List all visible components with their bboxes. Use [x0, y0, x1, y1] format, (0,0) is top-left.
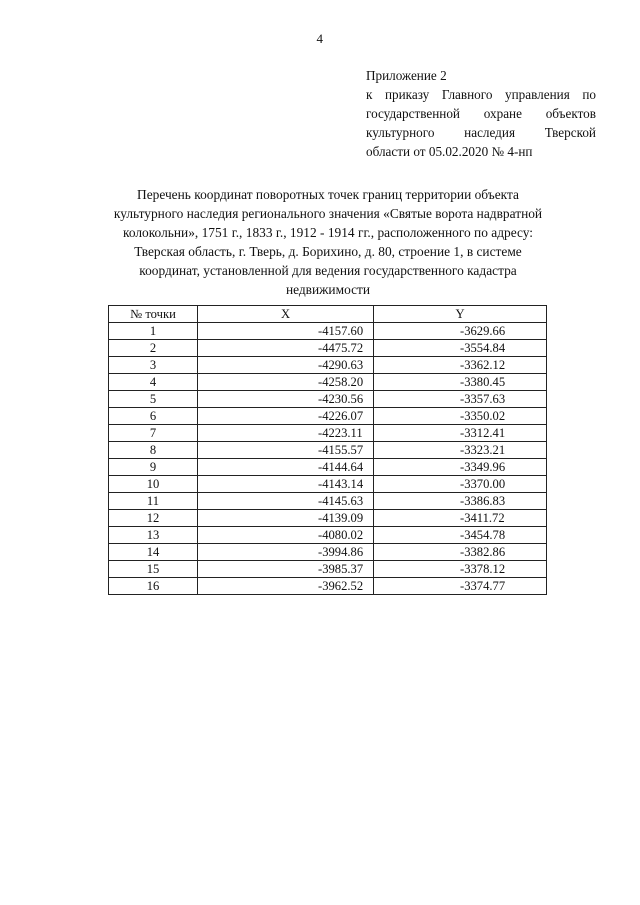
document-heading [92, 185, 564, 299]
cell-point-number: 3 [109, 357, 198, 374]
table-row [109, 493, 547, 510]
cell-x: -4080.02 [198, 527, 374, 544]
cell-y: -3323.21 [374, 442, 547, 459]
cell-y: -3357.63 [374, 391, 547, 408]
cell-y: -3454.78 [374, 527, 547, 544]
table-row [109, 459, 547, 476]
cell-y: -3349.96 [374, 459, 547, 476]
column-header-point: № точки [109, 306, 198, 323]
cell-point-number: 2 [109, 340, 198, 357]
table-body [109, 323, 547, 595]
cell-x: -4143.14 [198, 476, 374, 493]
cell-point-number: 14 [109, 544, 198, 561]
table-row [109, 578, 547, 595]
cell-y: -3374.77 [374, 578, 547, 595]
cell-y: -3362.12 [374, 357, 547, 374]
table-row [109, 391, 547, 408]
table-row [109, 425, 547, 442]
heading-line: Перечень координат поворотных точек границ территории объекта [137, 187, 519, 202]
cell-point-number: 6 [109, 408, 198, 425]
table-row [109, 408, 547, 425]
appendix-line: культурного наследия Тверской [366, 125, 596, 140]
cell-x: -4155.57 [198, 442, 374, 459]
cell-point-number: 13 [109, 527, 198, 544]
coordinates-table [108, 305, 547, 595]
cell-y: -3370.00 [374, 476, 547, 493]
column-header-y: Y [374, 306, 547, 323]
cell-x: -3994.86 [198, 544, 374, 561]
cell-point-number: 8 [109, 442, 198, 459]
table-header-row [109, 306, 547, 323]
cell-y: -3380.45 [374, 374, 547, 391]
cell-x: -4475.72 [198, 340, 374, 357]
heading-line: колокольни», 1751 г., 1833 г., 1912 - 1914 гг., расположенного по адресу: [123, 225, 533, 240]
appendix-line: к приказу Главного управления по [366, 87, 596, 102]
cell-point-number: 10 [109, 476, 198, 493]
table-row [109, 476, 547, 493]
cell-x: -4145.63 [198, 493, 374, 510]
table-row [109, 340, 547, 357]
table-row [109, 357, 547, 374]
table-row [109, 510, 547, 527]
cell-point-number: 12 [109, 510, 198, 527]
table-row [109, 527, 547, 544]
cell-point-number: 7 [109, 425, 198, 442]
cell-point-number: 9 [109, 459, 198, 476]
table-row [109, 544, 547, 561]
cell-y: -3382.86 [374, 544, 547, 561]
cell-x: -4223.11 [198, 425, 374, 442]
appendix-line: области от 05.02.2020 № 4-нп [366, 144, 533, 159]
heading-line: культурного наследия регионального значения «Святые ворота надвратной [113, 206, 543, 221]
cell-point-number: 16 [109, 578, 198, 595]
cell-y: -3350.02 [374, 408, 547, 425]
cell-point-number: 4 [109, 374, 198, 391]
cell-x: -4226.07 [198, 408, 374, 425]
cell-x: -3985.37 [198, 561, 374, 578]
column-header-x: X [198, 306, 374, 323]
cell-point-number: 11 [109, 493, 198, 510]
heading-line: координат, установленной для ведения государственного кадастра [139, 263, 517, 278]
table-row [109, 374, 547, 391]
cell-x: -3962.52 [198, 578, 374, 595]
cell-x: -4258.20 [198, 374, 374, 391]
appendix-line: Приложение 2 [366, 68, 447, 83]
cell-x: -4144.64 [198, 459, 374, 476]
cell-y: -3554.84 [374, 340, 547, 357]
heading-line: недвижимости [285, 282, 371, 297]
appendix-reference [366, 66, 596, 161]
cell-x: -4157.60 [198, 323, 374, 340]
cell-x: -4290.63 [198, 357, 374, 374]
cell-point-number: 1 [109, 323, 198, 340]
cell-x: -4139.09 [198, 510, 374, 527]
table-row [109, 323, 547, 340]
cell-point-number: 15 [109, 561, 198, 578]
page-number: 4 [316, 31, 324, 46]
cell-x: -4230.56 [198, 391, 374, 408]
cell-y: -3629.66 [374, 323, 547, 340]
table-row [109, 442, 547, 459]
table-row [109, 561, 547, 578]
cell-point-number: 5 [109, 391, 198, 408]
heading-line: Тверская область, г. Тверь, д. Борихино, д. 80, строение 1, в системе [134, 244, 522, 259]
cell-y: -3411.72 [374, 510, 547, 527]
cell-y: -3386.83 [374, 493, 547, 510]
cell-y: -3378.12 [374, 561, 547, 578]
appendix-line: государственной охране объектов [366, 106, 596, 121]
cell-y: -3312.41 [374, 425, 547, 442]
